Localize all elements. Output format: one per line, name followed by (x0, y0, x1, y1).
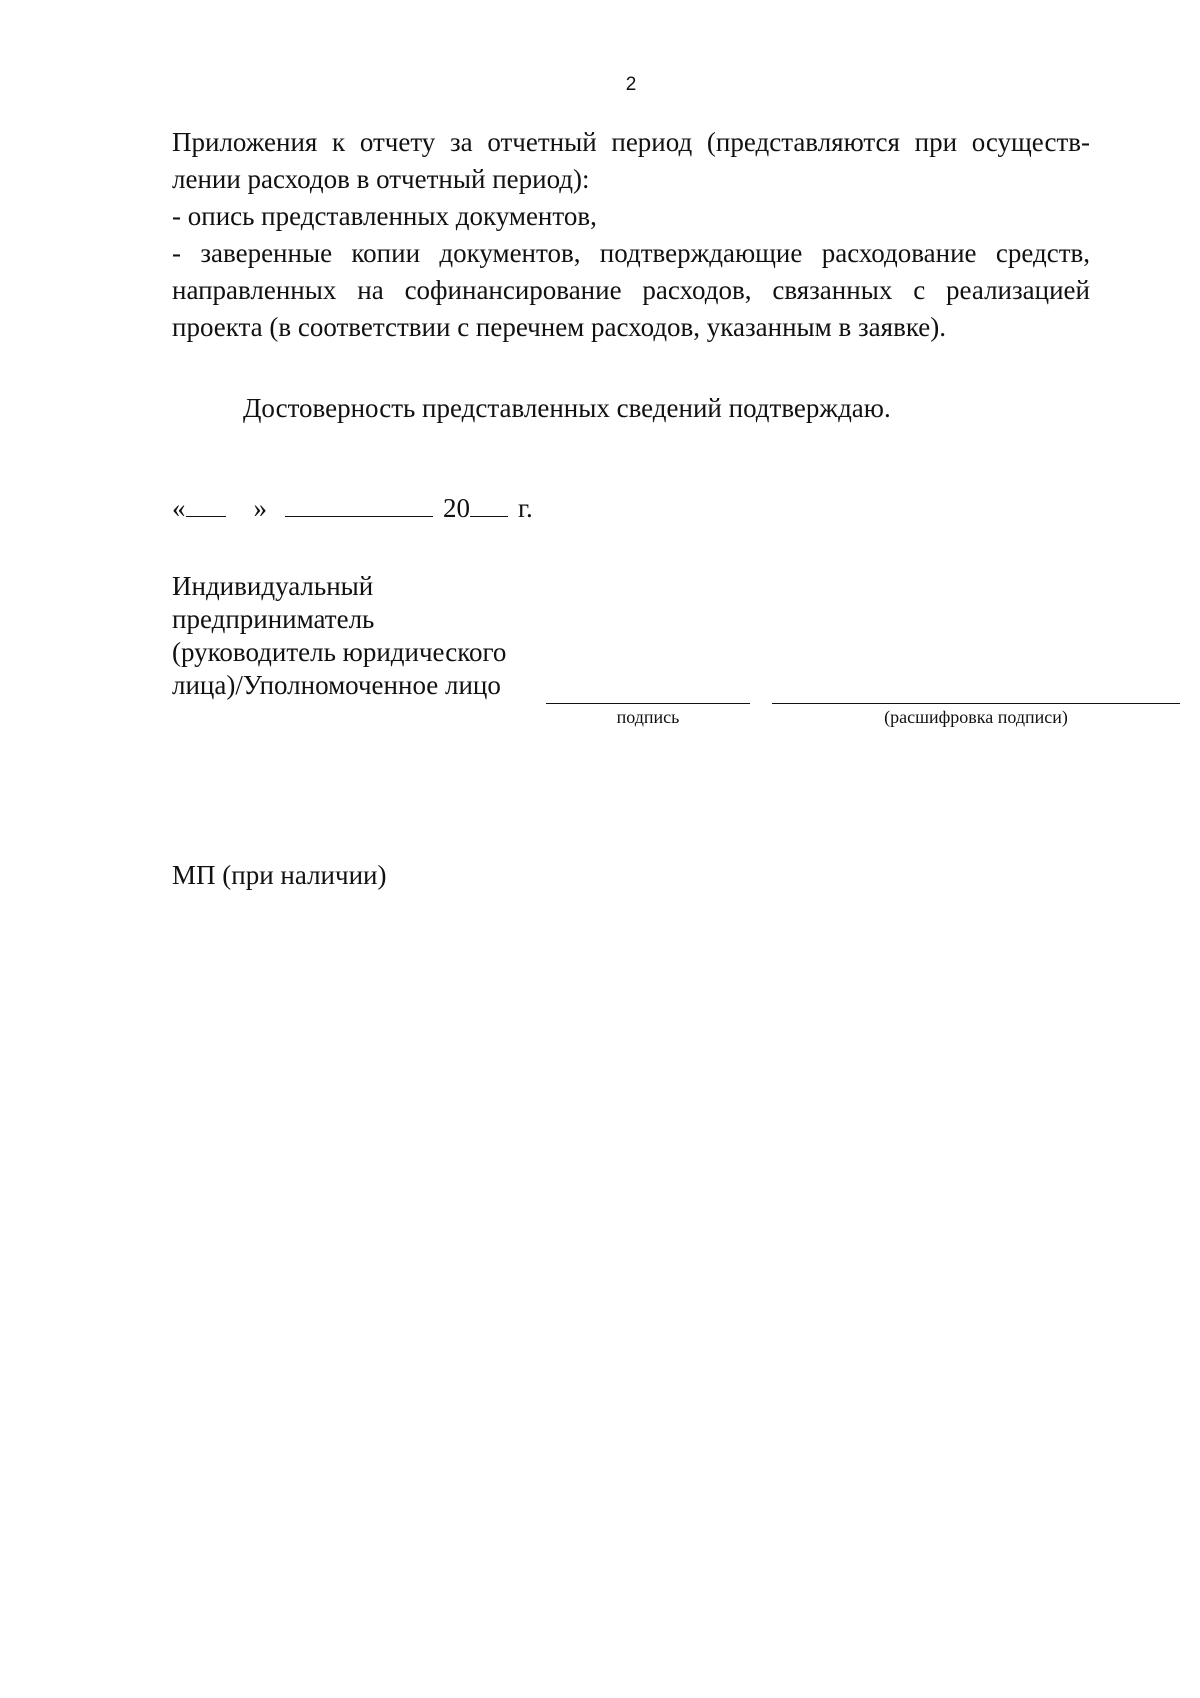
attachments-intro-line-1: Приложения к отчету за отчетный период (представляются при осуществ- (172, 127, 1090, 157)
month-blank[interactable] (285, 490, 433, 517)
signer-line-3: (руководитель юридического (172, 637, 507, 667)
signature-caption: подпись (616, 707, 680, 727)
confirmation-statement: Достоверность представленных сведений подтверждаю. (243, 393, 891, 423)
date-field (172, 490, 533, 527)
day-blank[interactable] (186, 490, 226, 517)
year-prefix: 20 (443, 493, 470, 523)
signer-title (172, 570, 506, 702)
signature-transcript-blank[interactable] (772, 703, 1180, 704)
signature-blank[interactable] (546, 703, 750, 704)
signer-line-2: предприниматель (172, 604, 375, 634)
attachments-section (172, 124, 1090, 346)
signer-line-1: Индивидуальный (172, 571, 374, 601)
year-suffix: г. (518, 493, 533, 523)
attachments-intro-line-2: лении расходов в отчетный период): (172, 164, 590, 194)
date-close-quote: » (253, 493, 267, 523)
attachments-item-copies-line-2: направленных на софинансирование расходов, связанных с реализацией (172, 275, 1090, 305)
page-number: 2 (625, 74, 637, 95)
signature-transcript-caption: (расшифровка подписи) (884, 707, 1068, 727)
stamp-placeholder: МП (при наличии) (172, 860, 387, 890)
date-open-quote: « (172, 493, 186, 523)
attachments-item-inventory: - опись представленных документов, (172, 201, 597, 231)
attachments-item-copies-line-3: проекта (в соответствии с перечнем расходов, указанным в заявке). (172, 312, 947, 342)
signer-line-4: лица)/Уполномоченное лицо (172, 670, 501, 700)
year-blank[interactable] (470, 490, 508, 517)
attachments-item-copies-line-1: - заверенные копии документов, подтверждающие расходование средств, (172, 238, 1090, 268)
